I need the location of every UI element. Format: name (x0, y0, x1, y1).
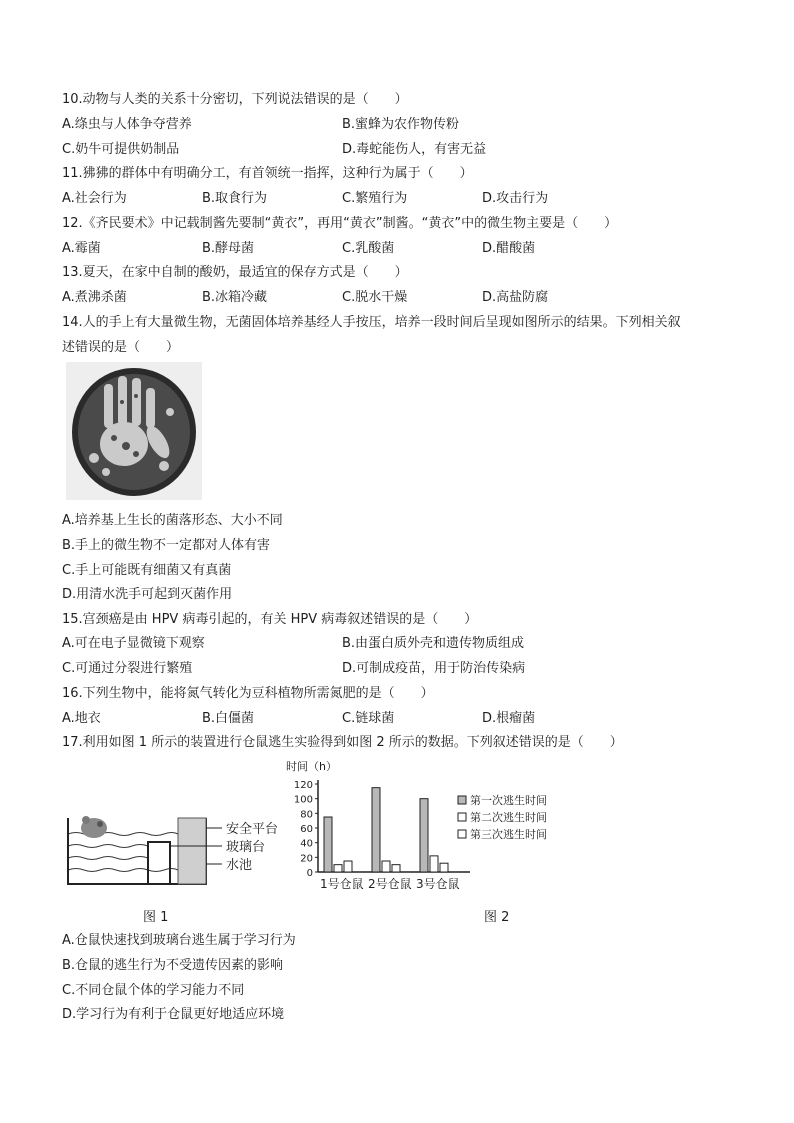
legend-label: 第一次逃生时间 (470, 794, 547, 807)
question-10-option-d: D.毒蛇能伤人，有害无益 (342, 142, 487, 157)
x-category-label: 2号仓鼠 (368, 877, 412, 891)
bar-3-series-3 (440, 863, 448, 872)
question-13-stem: 13.夏天，在家中自制的酸奶，最适宜的保存方式是（ ） (62, 265, 408, 280)
question-13-option-d: D.高盐防腐 (482, 290, 549, 305)
question-10-stem: 10.动物与人类的关系十分密切，下列说法错误的是（ ） (62, 92, 408, 107)
question-10-option-c: C.奶牛可提供奶制品 (62, 142, 180, 157)
question-14-option-d: D.用清水洗手可起到灭菌作用 (62, 587, 233, 602)
y-tick-label: 0 (306, 868, 313, 879)
question-13-option-a: A.煮沸杀菌 (62, 290, 127, 305)
question-10-options-row-1 (62, 115, 742, 135)
y-tick-label: 40 (300, 838, 313, 850)
question-12-option-a: A.霉菌 (62, 241, 101, 256)
question-15-options-row-2 (62, 659, 742, 679)
question-17-option-c: C.不同仓鼠个体的学习能力不同 (62, 983, 245, 998)
x-category-label: 3号仓鼠 (416, 877, 460, 891)
question-15-option-a: A.可在电子显微镜下观察 (62, 636, 205, 651)
question-11-option-d: D.攻击行为 (482, 191, 549, 206)
question-11-option-a: A.社会行为 (62, 191, 127, 206)
question-11-options (62, 189, 742, 209)
question-15-option-b: B.由蛋白质外壳和遗传物质组成 (342, 636, 525, 651)
question-11-stem: 11.狒狒的群体中有明确分工，有首领统一指挥，这种行为属于（ ） (62, 166, 473, 181)
question-10-options-row-2 (62, 140, 742, 160)
petri-dish-handprint-photo (66, 362, 202, 500)
bar-3-series-2 (430, 856, 438, 872)
question-14-stem-line-2: 述错误的是（ ） (62, 340, 180, 355)
bar-2-series-1 (372, 788, 380, 872)
legend-swatch (458, 796, 466, 804)
y-tick-label: 100 (293, 794, 313, 806)
question-16-option-b: B.白僵菌 (202, 711, 255, 726)
question-12-option-d: D.醋酸菌 (482, 241, 536, 256)
question-12-options (62, 239, 742, 259)
question-11-option-c: C.繁殖行为 (342, 191, 408, 206)
bar-1-series-3 (344, 861, 352, 872)
x-category-label: 1号仓鼠 (320, 877, 364, 891)
y-tick-label: 60 (300, 824, 313, 835)
question-12-stem: 12.《齐民要术》中记载制酱先要制“黄衣”，再用“黄衣”制酱。“黄衣”中的微生物主要是（ ） (62, 216, 618, 231)
question-16-option-a: A.地衣 (62, 711, 101, 726)
question-17-option-d: D.学习行为有利于仓鼠更好地适应环境 (62, 1007, 285, 1022)
y-tick-label: 80 (300, 809, 313, 821)
figure-1-apparatus (66, 808, 316, 888)
question-13-option-c: C.脱水干燥 (342, 290, 408, 305)
question-17-option-b: B.仓鼠的逃生行为不受遗传因素的影响 (62, 958, 284, 973)
figure-2-caption: 图 2 (484, 910, 510, 925)
label-safety-platform: 安全平台 (226, 822, 279, 837)
question-14-option-c: C.手上可能既有细菌又有真菌 (62, 563, 232, 578)
question-14-option-b: B.手上的微生物不一定都对人体有害 (62, 538, 271, 553)
bar-1-series-2 (334, 865, 342, 872)
question-11-option-b: B.取食行为 (202, 191, 268, 206)
bar-3-series-1 (420, 799, 428, 872)
question-10-option-a: A.绦虫与人体争夺营养 (62, 117, 192, 132)
question-13-options (62, 288, 742, 308)
label-glass-platform: 玻璃台 (226, 840, 266, 855)
question-17-option-a: A.仓鼠快速找到玻璃台逃生属于学习行为 (62, 933, 296, 948)
question-14-option-a: A.培养基上生长的菌落形态、大小不同 (62, 513, 283, 528)
y-tick-label: 120 (293, 780, 313, 791)
question-15-option-d: D.可制成疫苗，用于防治传染病 (342, 661, 526, 676)
question-16-option-d: D.根瘤菌 (482, 711, 536, 726)
legend-label: 第三次逃生时间 (470, 828, 547, 841)
hamster-icon (81, 816, 107, 838)
legend-swatch (458, 830, 466, 838)
figure-1-caption: 图 1 (143, 910, 169, 925)
question-16-stem: 16.下列生物中，能将氮气转化为豆科植物所需氮肥的是（ ） (62, 686, 434, 701)
question-15-options-row-1 (62, 634, 742, 654)
question-17-stem: 17.利用如图 1 所示的装置进行仓鼠逃生实验得到如图 2 所示的数据。下列叙述错误的是（ ） (62, 735, 623, 750)
question-16-options (62, 709, 742, 729)
bar-2-series-3 (392, 865, 400, 872)
question-16-option-c: C.链球菌 (342, 711, 395, 726)
legend-swatch (458, 813, 466, 821)
bar-1-series-1 (324, 817, 332, 872)
label-pool: 水池 (226, 858, 253, 873)
question-12-option-b: B.酵母菌 (202, 241, 255, 256)
question-15-stem: 15.宫颈癌是由 HPV 病毒引起的，有关 HPV 病毒叙述错误的是（ ） (62, 612, 478, 627)
question-13-option-b: B.冰箱冷藏 (202, 290, 268, 305)
y-tick-label: 20 (300, 853, 313, 865)
figure-2-bar-chart (282, 760, 572, 896)
bar-2-series-2 (382, 861, 390, 872)
question-15-option-c: C.可通过分裂进行繁殖 (62, 661, 193, 676)
legend-label: 第二次逃生时间 (470, 811, 547, 824)
question-10-option-b: B.蜜蜂为农作物传粉 (342, 117, 460, 132)
question-12-option-c: C.乳酸菌 (342, 241, 395, 256)
question-14-stem-line-1: 14.人的手上有大量微生物，无菌固体培养基经人手按压，培养一段时间后呈现如图所示的结果。下列相关叙 (62, 315, 681, 330)
y-axis-title: 时间（h） (286, 760, 337, 773)
